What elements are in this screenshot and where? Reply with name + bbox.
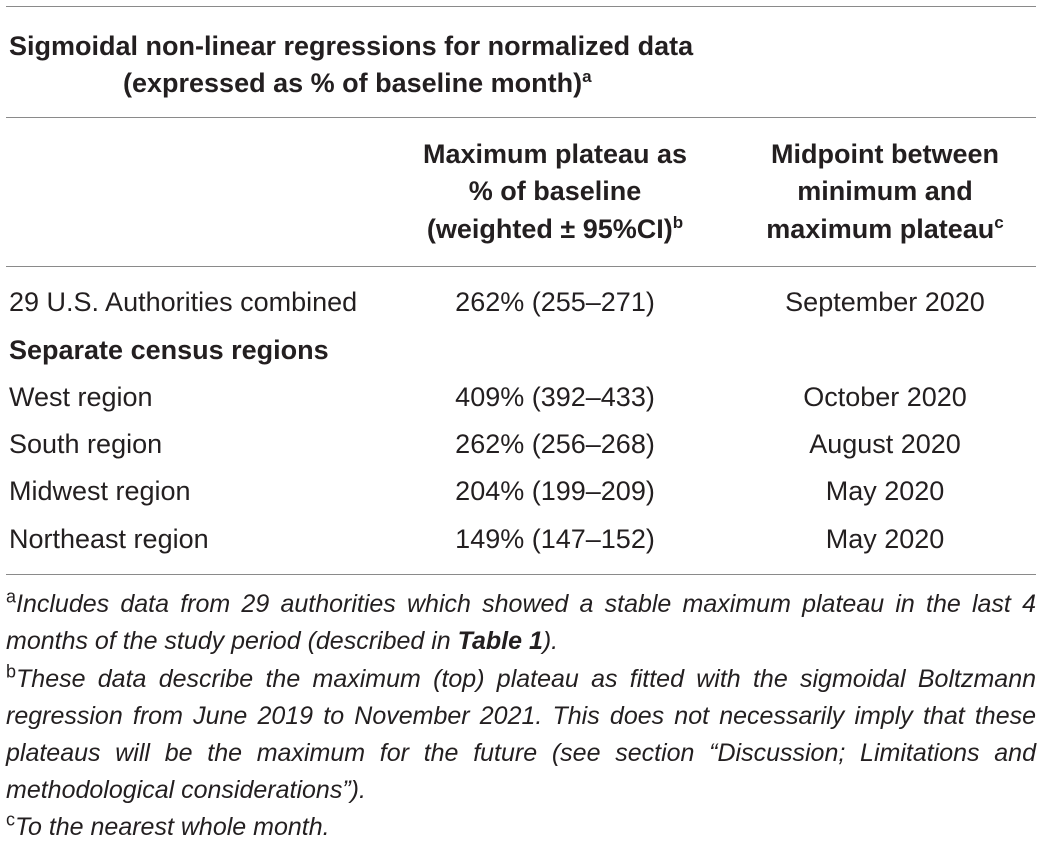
row-label: West region <box>9 382 153 412</box>
bottom-rule <box>6 574 1036 575</box>
top-rule <box>6 6 1036 7</box>
plateau-footnote-marker: b <box>672 213 684 232</box>
footnote-c: $^c$To the nearest whole month. <box>6 809 330 841</box>
header-plateau-line2: % of baseline <box>468 176 642 206</box>
header-plateau-line1: Maximum plateau as <box>422 139 688 169</box>
row-plateau: 262% (255–271) <box>455 287 655 317</box>
header-midpoint-line1: Midpoint between <box>771 139 999 169</box>
table-reference-link[interactable]: Table 1 <box>457 627 543 655</box>
midpoint-footnote-marker: c <box>994 213 1004 232</box>
header-midpoint-line3: maximum plateau$^c$ <box>766 213 1004 244</box>
table-title-line1: Sigmoidal non-linear regressions for normalized data <box>9 31 694 61</box>
row-plateau: 409% (392–433) <box>455 382 655 412</box>
row-label: South region <box>9 429 163 459</box>
row-label: Northeast region <box>9 524 209 554</box>
row-label: 29 U.S. Authorities combined <box>9 287 358 317</box>
title-rule <box>6 117 1036 118</box>
row-plateau: 149% (147–152) <box>455 524 655 554</box>
row-plateau: 204% (199–209) <box>455 476 655 506</box>
footnote-c-marker: c <box>6 809 15 830</box>
row-midpoint: October 2020 <box>803 382 967 412</box>
footnote-b-marker: b <box>6 661 17 682</box>
header-plateau-line3: (weighted ± 95%CI)$^b$ <box>426 213 684 244</box>
row-label: Midwest region <box>9 476 191 506</box>
header-rule <box>6 266 1036 267</box>
row-midpoint: May 2020 <box>825 524 945 554</box>
row-midpoint: August 2020 <box>809 429 961 459</box>
title-footnote-marker: a <box>582 67 592 86</box>
row-midpoint: September 2020 <box>785 287 985 317</box>
section-heading: Separate census regions <box>9 335 329 365</box>
footnote-b: $^b$These data describe the maximum (top) plateau as fitted with the sigmoidal Boltzmann regression from June 2019 to November 2021. This does not necessarily imply that these plateaus will be the maximum for the future (see section “Discussion; Limitations and methodological considerations”). <box>6 661 1036 804</box>
row-midpoint: May 2020 <box>825 476 945 506</box>
footnote-a: $^a$Includes data from 29 authorities which showed a stable maximum plateau in the last 4 months of the study period (described in Table 1). <box>6 586 1036 655</box>
header-midpoint-line2: minimum and <box>797 176 973 206</box>
footnote-a-marker: a <box>6 586 17 607</box>
table-title-line2: (expressed as % of baseline month)$^a$ <box>123 67 592 98</box>
row-plateau: 262% (256–268) <box>455 429 655 459</box>
